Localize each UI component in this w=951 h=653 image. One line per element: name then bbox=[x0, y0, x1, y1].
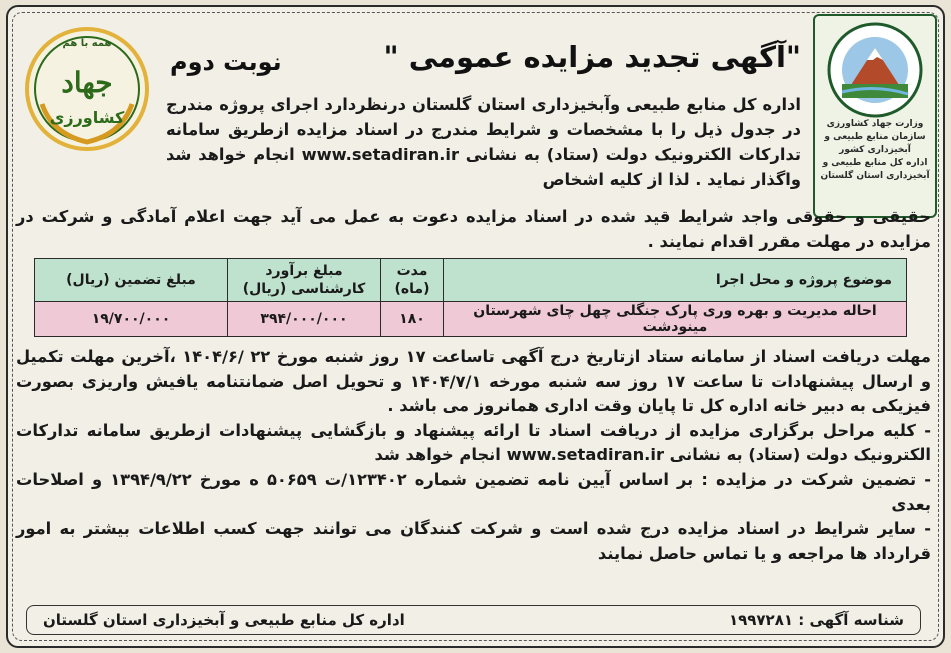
paragraph-procedure: - کلیه مراحل برگزاری مزایده از دریافت اسناد تا ارائه پیشنهاد و بازگشایی پیشنهادات ازطریق سامانه تدارکات الکترونیک دولت (ستاد) به نشانی www.setadiran.ir انجام خواهد شد bbox=[16, 420, 931, 465]
cell-duration: ۱۸۰ bbox=[381, 302, 444, 337]
ad-footer bbox=[26, 605, 921, 635]
cell-guarantee: ۱۹/۷۰۰/۰۰۰ bbox=[35, 302, 228, 337]
natural-resources-logo bbox=[813, 14, 937, 218]
footer-org: اداره کل منابع طبیعی و آبخیزداری استان گلستان bbox=[43, 611, 405, 629]
table-header-row bbox=[35, 259, 907, 302]
intro-text-2: حقیقی و حقوقی واجد شرایط قید شده در اسناد مزایده دعوت به عمل می آید جهت اعلام آمادگی و شرکت در مزایده در مهلت مقرر اقدام نمایند . bbox=[16, 207, 931, 251]
intro-text: اداره کل منابع طبیعی وآبخیزداری استان گلستان درنظردارد اجرای پروژه مندرج در جدول ذیل را با مشخصات و شرایط مندرج در اسناد مزایده ازطریق سامانه تدارکات الکترونیک دولت (ستاد) به نشانی www.setadiran.ir انجام خواهد شد واگذار نماید . لذا از کلیه اشخاص bbox=[166, 95, 801, 189]
logo-sub: کشاورزی bbox=[49, 108, 125, 127]
logo-word: جهاد bbox=[61, 66, 113, 99]
ad-title: "آگهی تجدید مزایده عمومی " bbox=[383, 40, 801, 74]
header-estimate: مبلغ برآورد کارشناسی (ریال) bbox=[228, 259, 381, 302]
ad-round: نوبت دوم bbox=[170, 48, 282, 76]
logo-ministry: وزارت جهاد کشاورزی bbox=[826, 119, 924, 129]
cell-subject: احاله مدیریت و بهره وری پارک جنگلی چهل چای شهرستان مینودشت bbox=[444, 302, 907, 337]
header-subject: موضوع پروژه و محل اجرا bbox=[444, 259, 907, 302]
header-duration: مدت (ماه) bbox=[381, 259, 444, 302]
logo-office: اداره کل منابع طبیعی و آبخیزداری استان گلستان bbox=[820, 158, 930, 181]
jahad-keshavarzi-logo bbox=[22, 24, 152, 154]
cell-estimate: ۳۹۴/۰۰۰/۰۰۰ bbox=[228, 302, 381, 337]
mountain-emblem-icon bbox=[827, 22, 923, 118]
table-row bbox=[35, 302, 907, 337]
logo-ring-text: همه با هم bbox=[62, 38, 112, 49]
header-guarantee: مبلغ تضمین (ریال) bbox=[35, 259, 228, 302]
paragraph-guarantee: - تضمین شرکت در مزایده : بر اساس آیین نامه تضمین شماره ۱۲۳۴۰۲/ت ۵۰۶۵۹ ه مورخ ۱۳۹۴/۹/۲۲ و اصلاحات بعدی bbox=[16, 469, 931, 514]
terms-text bbox=[16, 345, 931, 566]
logo-org: سازمان منابع طبیعی و آبخیزداری کشور bbox=[824, 132, 926, 155]
paragraph-deadline: مهلت دریافت اسناد از سامانه ستاد ازتاریخ درج آگهی تاساعت ۱۷ روز شنبه مورخ ۲۲ /۱۴۰۴/۶ ،آخرین مهلت تکمیل و ارسال پیشنهادات تا ساعت ۱۷ روز سه شنبه مورخه ۱۴۰۴/۷/۱ و تحویل اصل ضمانتنامه یافیش واریزی بصورت فیزیکی به دبیر خانه اداره کل تا پایان وقت اداری همانروز می باشد . bbox=[16, 347, 931, 416]
auction-table bbox=[34, 258, 907, 337]
ad-id: شناسه آگهی : ۱۹۹۷۲۸۱ bbox=[728, 611, 904, 629]
paragraph-other: - سایر شرایط در اسناد مزایده درج شده است و شرکت کنندگان می توانند جهت کسب اطلاعات بیشتر به امور قرارداد ها مراجعه و یا تماس حاصل نمایند bbox=[16, 519, 931, 563]
